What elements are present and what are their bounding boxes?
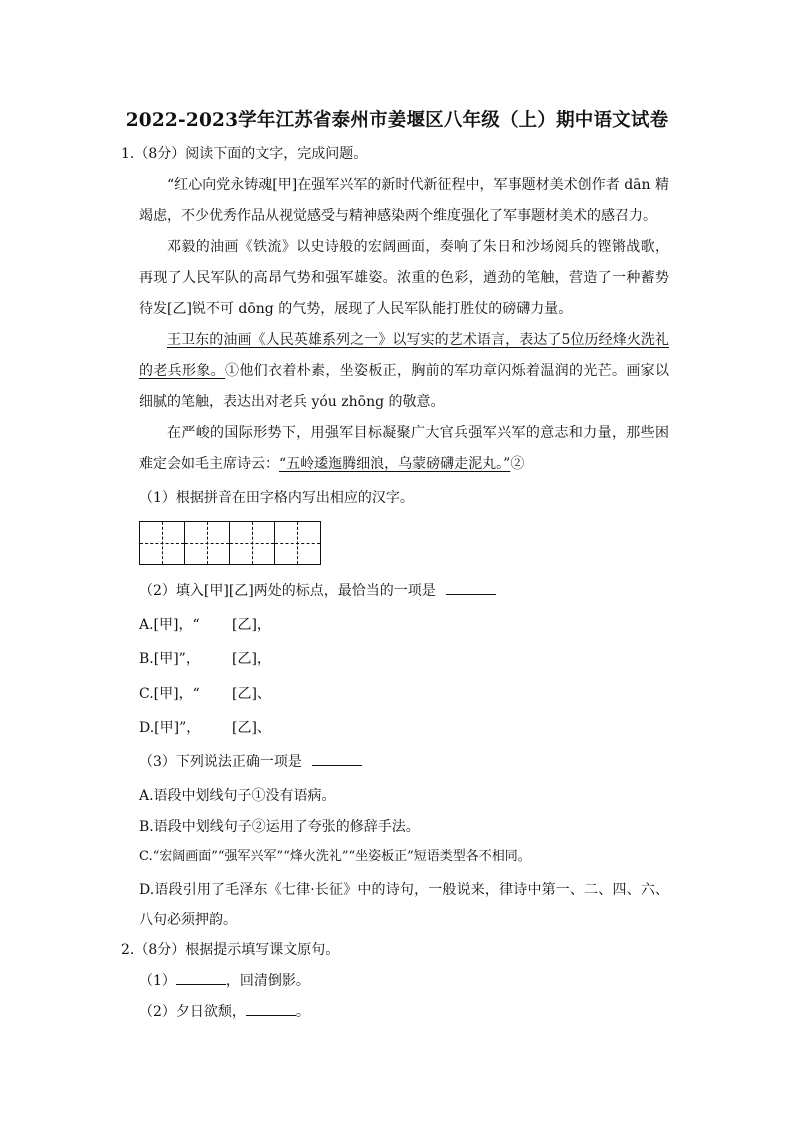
passage-paragraph-2: 邓毅的油画《铁流》以史诗般的宏阔画面，奏响了朱日和沙场阅兵的铿锵战歌，再现了人民军队的高昂气势和强军雄姿。浓重的色彩，遒劲的笔触，营造了一种蓄势待发[乙]锐不可 dōng 的气势，展现了人民军队能打胜仗的磅礴力量。 — [139, 239, 669, 317]
option-2c-first: C.[甲]，“ — [139, 686, 200, 702]
option-2c-second: [乙]、 — [232, 686, 271, 702]
option-2b-first: B.[甲]”， — [139, 651, 200, 667]
option-3b: B.语段中划线句子②运用了夸张的修辞手法。 — [139, 819, 420, 835]
tianzige-grid[interactable] — [139, 521, 321, 565]
option-2b-second: [乙]， — [232, 651, 271, 667]
quoted-poem-line: “五岭逶迤腾细浪，乌蒙磅礴走泥丸。” — [279, 456, 511, 472]
fill-item-1 — [139, 970, 310, 992]
underlined-sentence: 王卫东的油画《人民英雄系列之一》以写实的艺术语言，表达了5位历经烽火洗礼的老兵形象。 — [139, 332, 669, 379]
answer-blank-3[interactable] — [312, 751, 362, 766]
fill-blank-2[interactable] — [246, 1001, 296, 1016]
fill-item-1-number: （1） — [139, 973, 176, 989]
passage-paragraph-4-text: 在严峻的国际形势下，用强军目标凝聚广大官兵强军兴军的意志和力量，那些困难定会如毛主席诗云： — [139, 425, 669, 472]
sub-question-1: （1）根据拼音在田字格内写出相应的汉字。 — [139, 490, 414, 506]
option-3c: C.“宏阔画面”“强军兴军”“烽火洗礼”“坐姿板正”短语类型各不相同。 — [139, 849, 531, 864]
grid-cell-4[interactable] — [275, 522, 320, 564]
sub-question-3-text: （3）下列说法正确一项是 — [139, 754, 302, 770]
fill-item-1-text: ，回清倒影。 — [225, 973, 310, 989]
option-2d-first: D.[甲]”， — [139, 720, 201, 736]
grid-cell-1[interactable] — [140, 522, 185, 564]
question-1-header: 1.（8分）阅读下面的文字，完成问题。 — [121, 146, 368, 162]
fill-item-2-text: （2）夕日欲颓， — [139, 1004, 246, 1020]
option-2a — [139, 614, 200, 636]
fill-item-2-end: 。 — [295, 1004, 310, 1020]
fill-blank-1[interactable] — [176, 970, 226, 985]
option-3d-block — [139, 875, 669, 935]
answer-blank-2[interactable] — [446, 580, 496, 595]
option-2b — [139, 648, 200, 670]
fill-item-2 — [139, 1001, 310, 1023]
passage-paragraph-4 — [139, 418, 669, 480]
question-2-header: 2.（8分）根据提示填写课文原句。 — [121, 942, 340, 958]
option-2d-second: [乙]、 — [232, 720, 271, 736]
sub-question-2 — [139, 580, 496, 602]
sub-question-2-text: （2）填入[甲][乙]两处的标点，最恰当的一项是 — [139, 583, 436, 599]
option-2a-first: A.[甲]，“ — [139, 617, 200, 633]
passage-paragraph-3-rest: ①他们衣着朴素，坐姿板正，胸前的军功章闪烁着温润的光芒。画家以细腻的笔触，表达出对老兵 yóu zhōng 的敬意。 — [139, 363, 669, 410]
option-2d — [139, 717, 200, 739]
option-2a-second: [乙]， — [232, 617, 271, 633]
option-2c — [139, 683, 200, 705]
sentence-mark-2: ② — [510, 456, 525, 472]
page-title: 2022-2023学年江苏省泰州市姜堰区八年级（上）期中语文试卷 — [125, 110, 669, 131]
option-3a: A.语段中划线句子①没有语病。 — [139, 788, 336, 804]
grid-cell-3[interactable] — [230, 522, 275, 564]
passage-paragraph-1: “红心向党永铸魂[甲]在强军兴军的新时代新征程中，军事题材美术创作者 dān 精竭虑，不少优秀作品从视觉感受与精神感染两个维度强化了军事题材美术的感召力。 — [139, 177, 669, 224]
sub-question-3 — [139, 751, 362, 773]
passage-block-1 — [139, 170, 669, 325]
passage-paragraph-3 — [139, 325, 669, 418]
option-3d: D.语段引用了毛泽东《七律·长征》中的诗句，一般说来，律诗中第一、二、四、六、八句必须押韵。 — [139, 882, 669, 928]
grid-cell-2[interactable] — [185, 522, 230, 564]
passage-block-2 — [139, 325, 669, 480]
